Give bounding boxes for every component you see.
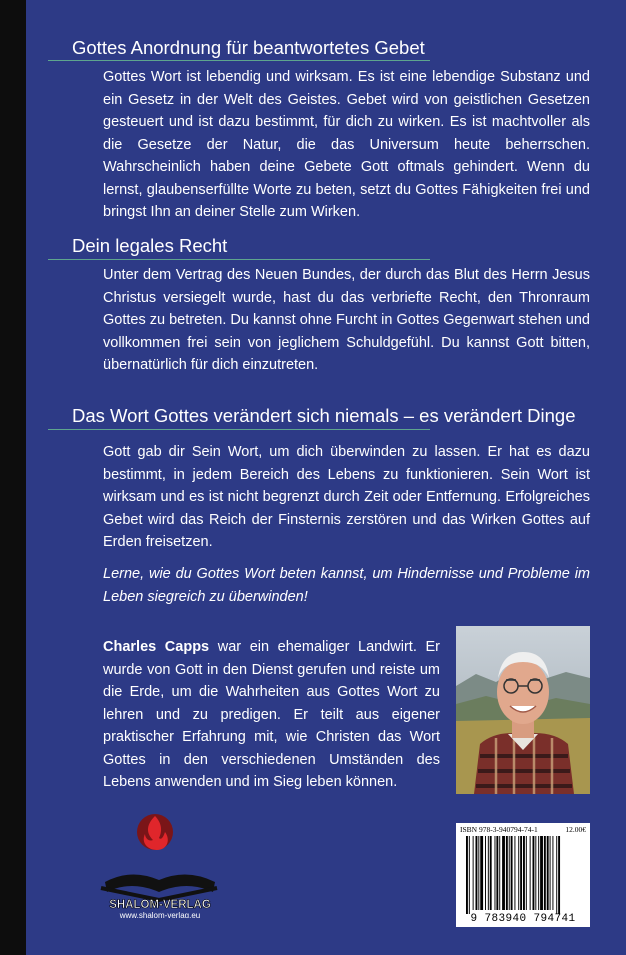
- author-bio-text: war ein ehemaliger Landwirt. Er wurde von Gott in den Dienst gerufen und reiste um die Erde, um die Wahrheiten aus Gottes Wort zu lehren und zu predigen. Er teilt aus eigener praktischer Erfahrung mit, wie Christen das Wort Gottes in den verschiedenen Umständen des Lebens anwenden und im Sieg leben können.: [103, 639, 440, 790]
- section-heading-anordnung: Gottes Anordnung für beantwortetes Gebet: [72, 37, 425, 58]
- section-heading-wort-gottes: Das Wort Gottes verändert sich niemals – es verändert Dinge: [72, 405, 576, 426]
- section-paragraph-anordnung: Gottes Wort ist lebendig und wirksam. Es ist eine lebendige Substanz und ein Gesetz in der Welt des Geistes. Gebet wird von geistlichen Gesetzen gesteuert und ist dazu bestimmt, für dich zu wirken. Es ist machtvoller als die Gesetze der Natur, die das Universum heute beherrschen. Wahrscheinlich haben deine Gebete Gott oftmals gehindert. Wenn du lernst, glaubenserfüllte Worte zu beten, setzt du Gottes Fähigkeiten frei und bringst Ihn an deiner Stelle zum Wirken.: [103, 69, 590, 220]
- heading-divider: [48, 259, 430, 260]
- isbn-text: ISBN 978-3-940794-74-1: [460, 825, 538, 834]
- spine-edge: [0, 0, 26, 955]
- publisher-url: www.shalom-verlag.eu: [119, 911, 201, 918]
- barcode-label: [456, 823, 590, 927]
- author-portrait-image: [456, 626, 590, 794]
- section-paragraph-wort-gottes: Gott gab dir Sein Wort, um dich überwinden zu lassen. Er hat es dazu bestimmt, in jedem Bereich des Lebens zu funktionieren. Sein Wort ist wirksam und es ist nicht begrenzt durch Zeit oder Entfernung. Erfolgreiches Gebet wird das Reich der Finsternis zerstören und das Wirken Gottes auf Erden freisetzen.: [103, 444, 590, 550]
- author-photo: [456, 626, 590, 794]
- section-paragraph-recht: Unter dem Vertrag des Neuen Bundes, der durch das Blut des Herrn Jesus Christus versiegelt wurde, hast du das verbriefte Recht, den Thronraum Gottes zu betreten. Du kannst ohne Furcht in Gottes Gegenwart stehen und vollkommen frei sein von jeglichem Schuldgefühl. Du kannst Gott bitten, übernatürlich für dich einzutreten.: [103, 267, 590, 373]
- barcode-digits: 9 783940 794741: [470, 913, 576, 925]
- flame-book-icon: [95, 808, 225, 918]
- author-bio: [103, 636, 440, 794]
- tagline: Lerne, wie du Gottes Wort beten kannst, um Hindernisse und Probleme im Leben siegreich zu überwinden!: [103, 566, 590, 605]
- heading-divider: [48, 60, 430, 61]
- publisher-name: SHALOM-VERLAG: [109, 899, 211, 911]
- barcode-bars: [456, 823, 590, 927]
- author-name: Charles Capps: [103, 639, 210, 655]
- publisher-logo: [95, 808, 225, 918]
- section-heading-recht: Dein legales Recht: [72, 235, 228, 256]
- price-text: 12.00€: [565, 825, 586, 834]
- heading-divider: [48, 429, 430, 430]
